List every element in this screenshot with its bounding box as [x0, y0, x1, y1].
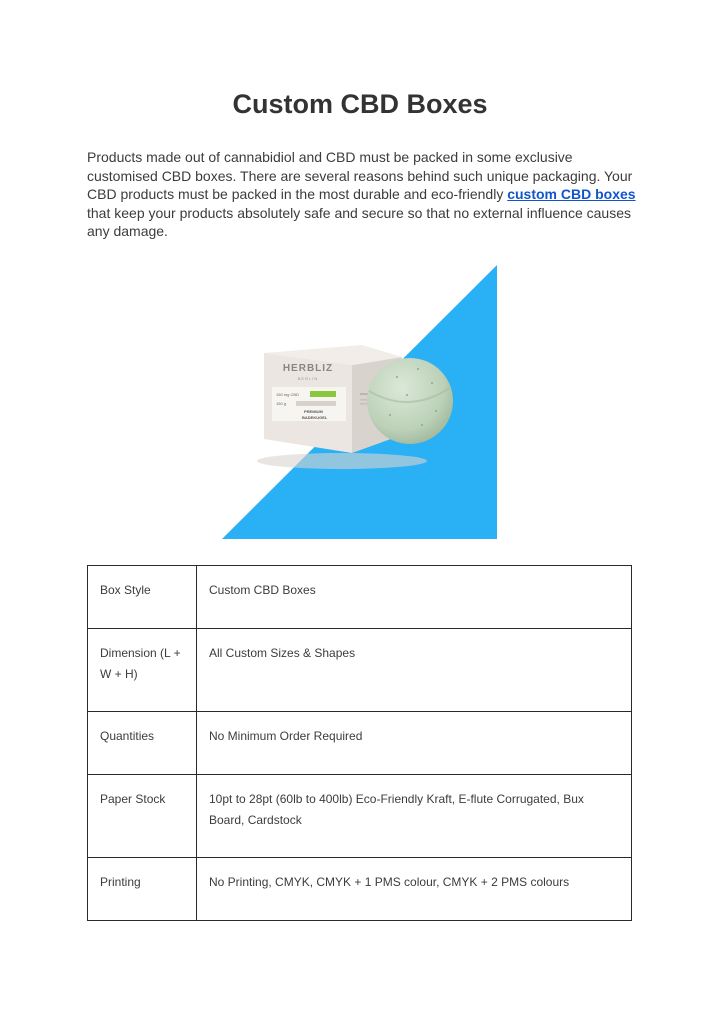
box-label-weight: 150 g [276, 401, 287, 406]
box-label-line2: BADEKUGEL [302, 415, 328, 420]
box-label-top: 150 mg CBD [276, 392, 299, 397]
product-image [222, 265, 497, 539]
table-row [88, 775, 632, 858]
intro-text-after: that keep your products absolutely safe and secure so that no external influence causes any damage. [87, 204, 632, 240]
table-row [88, 629, 632, 712]
specs-table [87, 565, 632, 921]
spec-value-paper-stock: 10pt to 28pt (60lb to 400lb) Eco-Friendly Kraft, E-flute Corrugated, Bux Board, Cardstock [197, 775, 632, 858]
spec-value-box-style: Custom CBD Boxes [197, 566, 632, 629]
intro-text-before: Products made out of cannabidiol and CBD must be packed in some exclusive customised CBD boxes. There are several reasons behind such unique packaging. Your CBD products must be packed in the most durable and eco-friendly [87, 149, 633, 203]
box-label-line1: PREMIUM [304, 409, 323, 414]
box-brand-sub-text: BERLIN [297, 376, 319, 381]
table-row [88, 712, 632, 775]
spec-value-dimension: All Custom Sizes & Shapes [197, 629, 632, 712]
spec-key-paper-stock: Paper Stock [88, 775, 197, 858]
box-label-green [310, 391, 336, 397]
spec-key-printing: Printing [88, 858, 197, 921]
intro-paragraph [87, 148, 637, 241]
table-row [88, 566, 632, 629]
spec-key-dimension: Dimension (L + W + H) [88, 629, 197, 712]
spec-value-printing: No Printing, CMYK, CMYK + 1 PMS colour, CMYK + 2 PMS colours [197, 858, 632, 921]
table-row [88, 858, 632, 921]
page-title: Custom CBD Boxes [232, 89, 488, 119]
box-brand-text: HERBLIZ [282, 363, 334, 374]
custom-cbd-boxes-link[interactable]: custom CBD boxes [507, 186, 636, 203]
spec-key-box-style: Box Style [88, 566, 197, 629]
spec-key-quantities: Quantities [88, 712, 197, 775]
spec-value-quantities: No Minimum Order Required [197, 712, 632, 775]
